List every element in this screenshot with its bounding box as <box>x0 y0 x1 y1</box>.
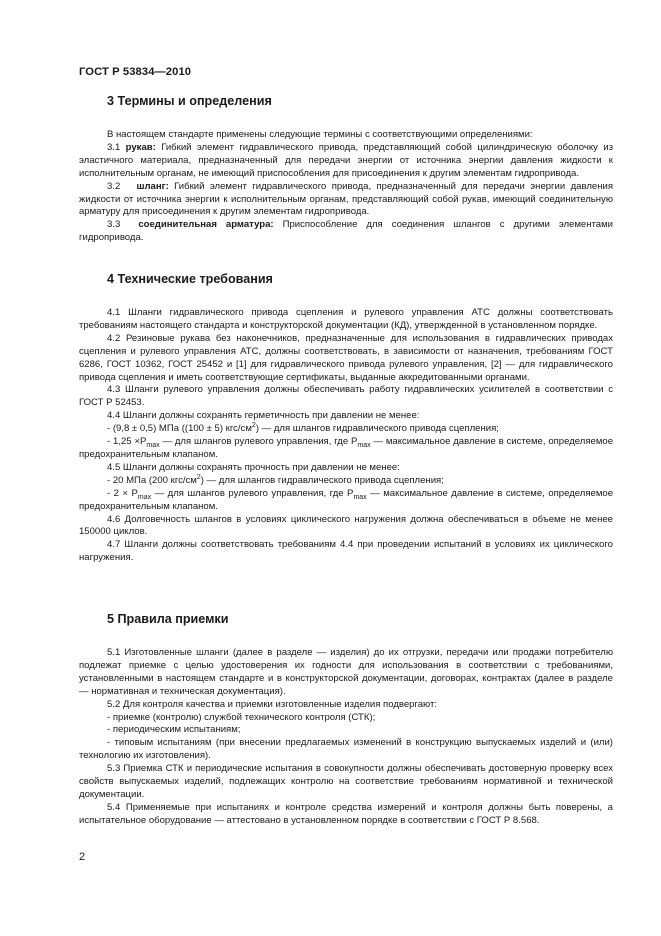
page-number: 2 <box>79 851 86 863</box>
clause-4-4-item-a <box>79 423 613 436</box>
clause-4-4-item-b <box>79 436 613 462</box>
document-header-id: ГОСТ Р 53834—2010 <box>79 66 192 78</box>
clause-5-1: 5.1 Изготовленные шланги (далее в разделе — изделия) до их отгрузки, передачи или продажи потребителю подлежат приемке с целью удостоверения их годности для использования в соответствии с требованиями, установленными в настоящем стандарте и в конструкторской документации, договорах, контрактах (далее в разделе — нормативная и техническая документация). <box>79 647 613 697</box>
section-3 <box>79 94 613 245</box>
section-3-intro: В настоящем стандарте применены следующие термины с соответствующими определениями: <box>107 129 533 140</box>
term-3-1-term: рукав: <box>125 141 156 153</box>
term-3-3-term: соединительная арматура: <box>138 219 274 231</box>
clause-4-4-b-text: - 1,25 ×P <box>107 436 147 448</box>
section-5 <box>79 612 613 828</box>
clause-4-5-item-a <box>79 475 613 488</box>
subscript: max <box>357 441 371 449</box>
clause-4-4-a-tail: ) — для шлангов гидравлического привода сцепления; <box>255 423 499 435</box>
superscript: 2 <box>251 421 256 429</box>
clause-4-5-item-b <box>79 488 613 514</box>
clause-4-4: 4.4 Шланги должны сохранять герметичность при давлении не менее: <box>107 410 420 422</box>
clause-4-5-b-mid: — для шлангов рулевого управления, где P <box>151 487 354 499</box>
section-3-heading: 3 Термины и определения <box>107 94 272 108</box>
section-5-heading: 5 Правила приемки <box>107 612 229 626</box>
term-3-3 <box>79 219 613 245</box>
clause-4-6: 4.6 Долговечность шлангов в условиях циклического нагружения должна обеспечиваться в объеме не менее 150000 циклов. <box>79 513 613 538</box>
clause-5-2-item-a: - приемке (контролю) службой технического контроля (СТК); <box>107 711 376 723</box>
clause-4-3: 4.3 Шланги рулевого управления должны обеспечивать работу гидравлических усилителей в соответствии с ГОСТ Р 52453. <box>79 384 613 409</box>
clause-4-5-b-tail: — максимальное давление в системе, определяемое предохранительным клапаном. <box>79 487 614 512</box>
clause-4-5: 4.5 Шланги должны сохранять прочность при давлении не менее: <box>107 461 400 473</box>
clause-4-4-a-text: - (9,8 ± 0,5) МПа ((100 ± 5) кгс/см <box>107 423 252 435</box>
subscript: max <box>137 493 152 501</box>
section-4 <box>79 272 613 565</box>
clause-5-2: 5.2 Для контроля качества и приемки изготовленные изделия подвергают: <box>107 698 438 710</box>
superscript: 2 <box>196 473 201 481</box>
section-4-heading: 4 Технические требования <box>107 272 273 286</box>
term-3-3-number: 3.3 <box>107 219 121 231</box>
clause-4-4-b-mid: — для шлангов рулевого управления, где P <box>159 436 358 448</box>
clause-5-3: 5.3 Приемка СТК и периодические испытания в совокупности должны обеспечивать достоверную проверку всех свойств выпускаемых изделий, подлежащих контролю на соответствие требованиям нормативной и технической документации. <box>79 763 613 800</box>
subscript: max <box>353 493 367 501</box>
clause-4-4-b-tail: — максимальное давление в системе, определяемое предохранительным клапаном. <box>79 436 614 460</box>
term-3-1-text: Гибкий элемент гидравлического привода, представляющий собой цилиндрическую оболочку из эластичного материала, предназначенный для передачи энергии от источника энергии давления жидкости к исполнительным органам, не имеющий приспособления для присоединения к другим элементам гидропривода. <box>79 141 613 179</box>
term-3-3-text: Приспособление для соединения шлангов с другими элементами гидропривода. <box>79 219 613 244</box>
clause-4-1: 4.1 Шланги гидравлического привода сцепления и рулевого управления АТС должны соответствовать требованиям настоящего стандарта и конструкторской документации (КД), утвержденной в установленном порядке. <box>79 307 613 331</box>
term-3-1-number: 3.1 <box>107 141 121 153</box>
clause-5-2-item-c: - типовым испытаниям (при внесении предлагаемых изменений в конструкцию выпускаемых изделий и (или) технологию их изготовления). <box>79 737 613 762</box>
clause-4-5-b-text: - 2 × P <box>107 487 138 499</box>
clause-4-5-a-text: - 20 МПа (200 кгс/см <box>107 474 197 486</box>
clause-4-7: 4.7 Шланги должны соответствовать требованиям 4.4 при проведении испытаний в условиях их циклического нагружения. <box>79 539 613 564</box>
term-3-2-number: 3.2 <box>107 180 121 192</box>
term-3-2-text: Гибкий элемент гидравлического привода, предназначенный для передачи энергии давления жидкости от источника энергии к исполнительным органам, представляющий собой рукав, имеющий соединительную арматуру для присоединения к другим элементам гидропривода. <box>79 180 613 218</box>
term-3-1 <box>79 142 613 181</box>
clause-5-4: 5.4 Применяемые при испытаниях и контроле средства измерений и контроля должны быть поверены, а испытательное оборудование — аттестовано в установленном порядке в соответствии с ГОСТ Р 8.568. <box>79 801 613 826</box>
subscript: max <box>146 441 160 449</box>
term-3-2 <box>79 181 613 220</box>
clause-4-5-a-tail: ) — для шлангов гидравлического привода сцепления; <box>200 474 444 486</box>
clause-5-2-item-b: - периодическим испытаниям; <box>107 724 241 736</box>
term-3-2-term: шланг: <box>136 180 169 192</box>
clause-4-2: 4.2 Резиновые рукава без наконечников, предназначенные для использования в гидравлических приводах сцепления и рулевого управления АТС, должны соответствовать, в зависимости от назначения, требованиям ГОСТ 6286, ГОСТ 10362, ГОСТ 25452 и [1] для гидравлического привода рулевого управления, [2] — для гидравлического привода сцепления и иметь соответствующие сертификаты, выданные аккредитованными органами. <box>79 332 613 383</box>
